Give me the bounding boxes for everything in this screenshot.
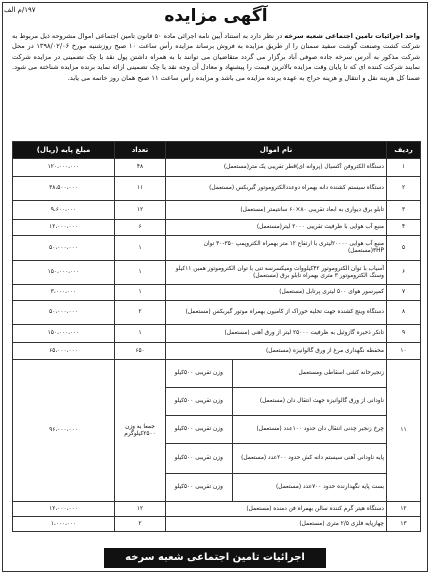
item-count: ۴۸ <box>115 159 166 177</box>
item-name: منبع آب هوایی ۲۰۰۰۰لیتری با ارتفاع ۱۲ متر بهمراه الکتروپمپ ۳۵۰-۳۰ توان ۳HP(مستعمل) <box>166 236 387 261</box>
row-number: ۵ <box>387 236 421 261</box>
sub-item-name: ناودانی از ورق گالوانیزه جهت انتقال دان (مستعمل) <box>232 388 386 416</box>
item-name: دستگاه هیتر گرم کننده سالن بهمراه فن دمنده (مستعمل) <box>166 502 387 517</box>
sub-item <box>166 388 386 416</box>
item-count: ۱۲ <box>115 201 166 220</box>
item-count: ۶ <box>115 220 166 236</box>
row-number: ۱۰ <box>387 343 421 360</box>
item-count: ۲ <box>115 517 166 532</box>
sub-item-name: پایه ناودانی آهنی سیستم دانه کش حدود ۲۰۰عدد (مستعمل) <box>232 444 386 474</box>
table-row <box>13 301 421 325</box>
sub-items-table <box>166 360 386 501</box>
row-number: ۱۱ <box>387 360 421 502</box>
item-price: ۳،۰۰۰،۰۰۰ <box>13 285 115 301</box>
table-row <box>13 159 421 177</box>
item-count: ۶۵۰ <box>115 343 166 360</box>
sub-item-name: بست پایه نگهدارنده حدود ۷۰۰عدد (مستعمل) <box>232 474 386 502</box>
sub-item <box>166 474 386 502</box>
item-name-group <box>166 360 387 502</box>
table-row <box>13 502 421 517</box>
item-price: ۱۵۰،۰۰۰،۰۰۰ <box>13 325 115 343</box>
item-name: منبع آب هوایی با ظرفیت تقریبی ۲۰۰۰ لیتر(مستعمل) <box>166 220 387 236</box>
item-price: ۱۲۰،۰۰۰،۰۰۰ <box>13 159 115 177</box>
row-number: ۷ <box>387 285 421 301</box>
row-number: ۶ <box>387 261 421 285</box>
sub-item <box>166 444 386 474</box>
table-row <box>13 285 421 301</box>
item-name: تانکر ذخیره گازوئیل به ظرفیت ۲۵۰۰۰ لیتر از ورق آهنی (مستعمل) <box>166 325 387 343</box>
item-name: کمپرسور هوای ۵۰۰ لیتری پرتابل (مستعمل) <box>166 285 387 301</box>
item-name: آسیاب با توان الکتروموتور ۴۲کیلووات ومیکسرسه تنی با توان الکتروموتور همین ۱۱کیلو وسنگ الکتروموتور ۳ متری بهمراه تابلو برق (مستعمل) <box>166 261 387 285</box>
item-price: ۵۰،۰۰۰،۰۰۰ <box>13 236 115 261</box>
item-count: ۱ <box>115 261 166 285</box>
table-row <box>13 201 421 220</box>
item-count: ۱ <box>115 285 166 301</box>
intro-text: در نظر دارد به استناد آیین نامه اجرائی ماده ۵۰ قانون تامین اجتماعی اموال مشروحه ذیل مربوط به شرکت کشت وصنعت گوشت سفید سمنان را از طریق مزایده به فروش برساند مزایده رأس ساعت ۱۰ صبح روزشنبه مورخ ۱۳۹۸/۰۲/۰۶ در محل شرکت مذکور به آدرس سرخه جاده صوفی آباد برگزار می گردد متقاضیان می توانند با به همراه داشتن پول نقد یا چک تضمینی در مزایده شرکت نمایند شرکت کننده ای که تا پایان وقت مزایده بالاترین قیمت را پیشنهاد و معادل آن وجه نقد یا چک تضمینی ارائه نماید برنده مزایده شناخته می شود. ضمنا کل هزینه نقل و انتقال و هزینه حراج به عهده برنده مزایده می باشد و مزایده رأس ساعت ۱۱ صبح همان روز خاتمه می یابد. <box>12 32 420 82</box>
table-row <box>13 177 421 201</box>
sub-item-name: چرخ زنجیر چدنی انتقال دان حدود ۱۰۰عدد (مستعمل) <box>232 416 386 444</box>
row-number: ۲ <box>387 177 421 201</box>
notice-code: ۱۹۷/م الف <box>4 6 36 14</box>
table-row <box>13 261 421 285</box>
item-price: ۶۵،۰۰۰،۰۰۰ <box>13 343 115 360</box>
item-count: ۱۲ <box>115 502 166 517</box>
item-name: چهارپایه فلزی ۲/۵ متری (مستعمل) <box>166 517 387 532</box>
item-price: ۱۲،۰۰۰،۰۰۰ <box>13 220 115 236</box>
item-price: ۱۲،۰۰۰،۰۰۰ <box>13 502 115 517</box>
item-name: دستگاه وینچ کشنده جهت تخلیه خوراک از کامیون بهمراه موتور گیربکس (مستعمل) <box>166 301 387 325</box>
header-base-price: مبلغ پایه (ریال) <box>13 142 115 159</box>
item-name: دستگاه سیستم کشنده دانه بهمراه دوعددالکتروموتور گیربکس (مستعمل) <box>166 177 387 201</box>
page-title: آگهی مزایده <box>164 6 268 26</box>
item-price: ۳۸،۵۰۰،۰۰۰ <box>13 177 115 201</box>
item-name: تابلو برق دیواری به ابعاد تقریبی ۸۰×۶۰ سانتیمتر (مستعمل) <box>166 201 387 220</box>
row-number: ۹ <box>387 325 421 343</box>
row-number: ۳ <box>387 201 421 220</box>
item-price: ۵۰،۰۰۰،۰۰۰ <box>13 301 115 325</box>
row-number: ۱۳ <box>387 517 421 532</box>
item-count: ۱۱ <box>115 177 166 201</box>
sub-item <box>166 416 386 444</box>
footer-banner: اجرائیات تامین اجتماعی شعبه سرخه <box>104 548 326 568</box>
intro-paragraph <box>12 31 420 83</box>
row-number: ۱ <box>387 159 421 177</box>
header-item-name: نام اموال <box>166 142 387 159</box>
sub-item-weight: وزن تقریبی ۵۰۰کیلو <box>174 484 223 490</box>
header-count: تعداد <box>115 142 166 159</box>
item-price: ۱۵۰،۰۰۰،۰۰۰ <box>13 261 115 285</box>
item-price: ۹۶،۰۰۰،۰۰۰ <box>13 360 115 502</box>
item-count: ۲ <box>115 301 166 325</box>
item-price: ۱،۰۰۰،۰۰۰ <box>13 517 115 532</box>
intro-organization: واحد اجرائیات تامین اجتماعی شعبه سرخه <box>284 32 421 40</box>
table-header-row <box>13 142 421 159</box>
sub-item-weight: وزن تقریبی ۵۰۰کیلو <box>166 444 232 474</box>
items-table <box>12 141 421 532</box>
item-count: ۱ <box>115 236 166 261</box>
table-row <box>13 220 421 236</box>
table-row <box>13 325 421 343</box>
table-row <box>13 343 421 360</box>
item-name: دستگاه الکتروفن آکسیال (پروانه ای)قطر تقریبی یک متر(مستعمل) <box>166 159 387 177</box>
sub-item-weight: وزن تقریبی ۵۰۰کیلو <box>166 416 232 444</box>
sub-item-weight: وزن تقریبی ۵۰۰کیلو <box>166 388 232 416</box>
item-price: ۹،۶۰۰،۰۰۰ <box>13 201 115 220</box>
sub-item-name: زنجیرخانه کشی اسقاطی ومستعمل <box>232 360 386 388</box>
row-number: ۴ <box>387 220 421 236</box>
header-row-number: ردیف <box>387 142 421 159</box>
sub-item <box>166 360 386 388</box>
sub-item-weight: وزن تقریبی ۵۰۰کیلو <box>166 360 232 388</box>
item-count: ۱ <box>115 325 166 343</box>
table-row <box>13 236 421 261</box>
item-name: محفظه نگهداری مرغ از ورق گالوانیزه (مستعمل) <box>166 343 387 360</box>
row-number: ۱۲ <box>387 502 421 517</box>
row-number: ۸ <box>387 301 421 325</box>
table-row <box>13 517 421 532</box>
item-count: جمعا به وزن ۲۵۰۰کیلوگرم <box>115 360 166 502</box>
